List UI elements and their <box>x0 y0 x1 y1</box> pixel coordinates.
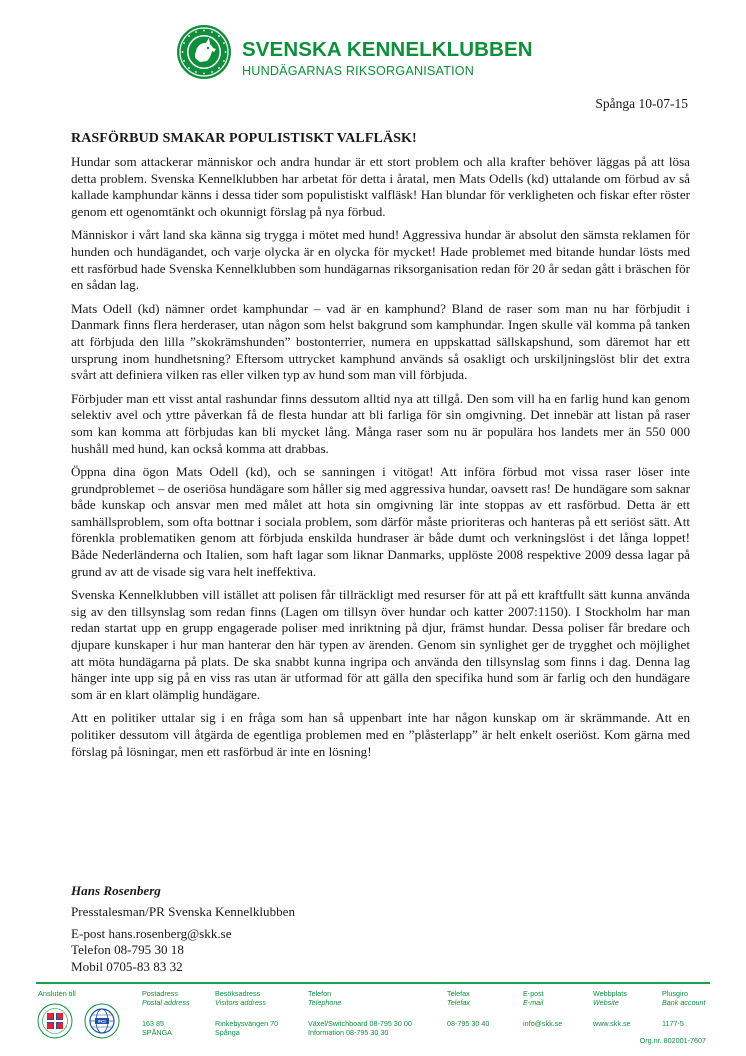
paragraph: Förbjuder man ett visst antal rashundar finns dessutom alltid nya att tillgå. Den som vill ha en farlig hund kan genom selektiv avel och yttre påverkan få de flesta hundar att bli farliga för sin omgivning. Det innebär att listan på raser som kan komma att förbjudas kan bli mycket lång. Många raser som nu är populära hos landets mer än 550 000 hushåll med hund, kan också komma att drabbas. <box>71 390 690 456</box>
letter-title: RASFÖRBUD SMAKAR POPULISTISKT VALFLÄSK! <box>71 131 417 146</box>
org-number: Org.nr. 802001-7607 <box>639 1036 706 1045</box>
paragraph: Öppna dina ögon Mats Odell (kd), och se sanningen i vitögat! Att införa förbud mot vissa raser löser inte grundproblemet – de oseriösa hundägare som håller sig med aggressiva hundar, oavsett ras! De hundägare som saknar både kunskap och ansvar men med målet att hota sin omgivning lär inte stoppas av ett rasförbud. Detta är ett samhällsproblem, som ofta bottnar i sociala problem, som därför måste prioriteras och hanteras på ett seriöst sätt. Att förenkla problematiken genom att förbjuda enskilda hundraser är både dumt och verkningslöst i det långa loppet! Både Nederländerna och Italien, som haft lagar som liknar Danmarks, upplöste 2008 respektive 2009 dessa lagar på grund av att de visade sig vara helt ineffektiva. <box>71 464 690 579</box>
footer-col-postal: Postadress Postal address 163 85 SPÅNGA <box>142 989 190 1038</box>
signature-phone: Telefon 08-795 30 18 <box>71 942 184 958</box>
affiliation-label: Ansluten till <box>38 989 76 998</box>
footer-divider <box>36 982 710 984</box>
letterhead <box>176 24 596 88</box>
footer-col-website: Webbplats Website www.skk.se <box>593 989 631 1028</box>
footer-col-visitors: Besöksadress Visitors address Rinkebysvängen 70 Spånga <box>215 989 279 1038</box>
paragraph: Svenska Kennelklubben vill istället att polisen får tillräckligt med resurser för att på ett kraftfullt sätt kunna använda sig av den tillsynslag som redan finns (Lagen om tillsyn över hundar och katter 2007:1150). I Stockholm har man redan startat upp en grupp engagerade poliser med inriktning på djur, främst hundar. Dessa poliser får bredare och djupare kunskaper i hur man hanterar den här typen av ärenden. Genom sin synlighet ger de trygghet och möjlighet att möta hundägarna på plats. De ska snabbt kunna ingripa och använda den tillsynslag som finns i dag. Denna lag hänger inte upp sig på en viss ras utan är utformad för att gälla den specifika hund som är farlig och den hundägare som är en klart olämplig hundägare. <box>71 587 690 702</box>
org-tagline: HUNDÄGARNAS RIKSORGANISATION <box>242 64 475 78</box>
signature-mobile: Mobil 0705-83 83 32 <box>71 959 183 975</box>
paragraph: Människor i vårt land ska känna sig trygga i mötet med hund! Aggressiva hundar är absolut den sämsta reklamen för hunden och hundägandet, och varje olycka är en olycka för mycket! Hade problemet med bitande hundar lösts med ett rasförbud hade Svenska Kennelklubben som hundägarnas riksorganisation redan för 20 år sedan gått i bräschen för en sådan lag. <box>71 227 690 293</box>
paragraph: Att en politiker uttalar sig i en fråga som han så uppenbart inte har någon kunskap om är skrämmande. Att en politiker dessutom vill åtgärda de egentliga problemen med en ”plåsterlapp” är helt enkelt oseriöst. Kom gärna med förslag på lösningar, men ett rasförbud är inte en lösning! <box>71 710 690 759</box>
signature-role: Presstalesman/PR Svenska Kennelklubben <box>71 903 296 919</box>
paragraph: Hundar som attackerar människor och andra hundar är ett stort problem och alla krafter behöver läggas på att lösa detta problem. Svenska Kennelklubben har arbetat för detta i åratal, men Mats Odells (kd) uttalande om förbud av så kallade kamphundar känns i dessa tider som populistiskt valfläsk! Han blundar för verkligheten och fiskar efter röster genom ett ogenomtänkt och okunnigt förslag på nya förbud. <box>71 154 690 219</box>
signature-email: E-post hans.rosenberg@skk.se <box>71 925 232 941</box>
dateline: Spånga 10-07-15 <box>595 96 688 111</box>
signature-block <box>71 883 295 976</box>
footer-col-telefax: Telefax Telefax 08-795 30 40 <box>447 989 490 1028</box>
skk-seal-icon <box>176 24 232 80</box>
affiliation-badges <box>36 1002 136 1040</box>
signature-name: Hans Rosenberg <box>71 883 161 898</box>
footer <box>0 986 746 1052</box>
footer-col-plusgiro: Plusgiro Bank account 1177-5 <box>662 989 706 1028</box>
nku-badge-icon <box>38 1004 72 1038</box>
paragraph: Mats Odell (kd) nämner ordet kamphundar – vad är en kamphund? Bland de raser som man nu har förbjudit i Danmark finns flera herderaser, utan någon som helst bakgrund som kamphundar. Ingen skulle väl komma på tanken att förbjuda den lilla ”skokrämshunden” bostonterrier, numera en uppskattad sällskapshund, som däremot har ett ursprung inom hundhetsning? Eftersom uttrycket kamphund används så osakligt och urskiljningslöst blir det extra svårt att definiera vilken ras eller vilken typ av hund som man vill förbjuda. <box>71 300 690 383</box>
svg-text:FCI: FCI <box>98 1019 106 1024</box>
letter-body <box>71 154 690 767</box>
footer-col-email: E-post E-mail info@skk.se <box>523 989 563 1028</box>
org-name: SVENSKA KENNELKLUBBEN <box>242 38 533 61</box>
fci-badge-icon <box>85 1004 119 1038</box>
footer-col-telephone: Telefon Telephone Växel/Switchboard 08-795 30 00 Information 08-795 30 30 <box>308 989 412 1038</box>
